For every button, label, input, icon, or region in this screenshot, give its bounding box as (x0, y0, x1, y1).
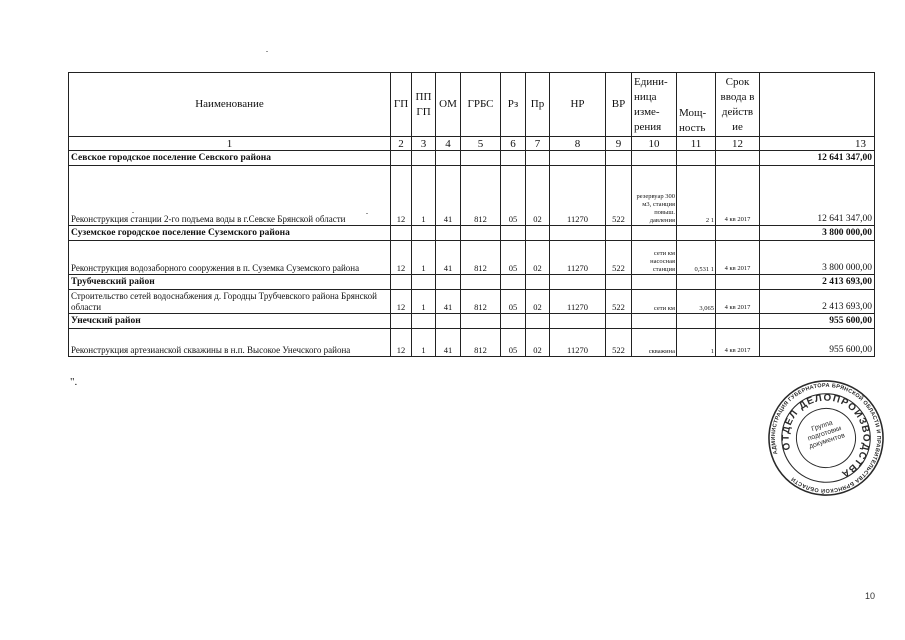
project-pr: 02 (526, 241, 550, 275)
project-capacity: 0,531 1 (677, 241, 716, 275)
section-name: Суземское городское поселение Суземского района (69, 226, 391, 241)
project-row (69, 290, 875, 314)
project-pr: 02 (526, 166, 550, 226)
col-header-ppgp: ПП ГП (412, 73, 436, 137)
section-row (69, 151, 875, 166)
scan-speck (266, 51, 268, 52)
section-name: Унечский район (69, 314, 391, 329)
project-term: 4 кв 2017 (716, 329, 760, 357)
project-unit: скважина (632, 329, 677, 357)
project-rz: 05 (501, 241, 526, 275)
col-number: 4 (436, 137, 461, 151)
project-capacity: 2 1 (677, 166, 716, 226)
stamp-outer-text: АДМИНИСТРАЦИЯ ГУБЕРНАТОРА БРЯНСКОЙ ОБЛАСТИ И ПРАВИТЕЛЬСТВА БРЯНСКОЙ ОБЛАСТИ (770, 382, 882, 494)
col-number: 2 (391, 137, 412, 151)
project-rz: 05 (501, 329, 526, 357)
project-unit: сети км (632, 290, 677, 314)
col-number: 10 (632, 137, 677, 151)
col-number: 3 (412, 137, 436, 151)
project-gp: 12 (391, 290, 412, 314)
stamp-middle-text: ОТДЕЛ ДЕЛОПРОИЗВОДСТВА (780, 392, 872, 480)
project-ppgp: 1 (412, 166, 436, 226)
project-grbs: 812 (461, 329, 501, 357)
col-number: 13 (760, 137, 875, 151)
project-term: 4 кв 2017 (716, 241, 760, 275)
project-name: Реконструкция станции 2-го подъема воды в г.Севске Брянской области (69, 166, 391, 226)
col-header-amount (760, 73, 875, 137)
project-term: 4 кв 2017 (716, 290, 760, 314)
project-ppgp: 1 (412, 329, 436, 357)
project-capacity: 3,065 (677, 290, 716, 314)
section-row (69, 275, 875, 290)
stamp-center-text: Группа подготовки документов (806, 419, 846, 451)
project-pr: 02 (526, 290, 550, 314)
project-vr: 522 (606, 166, 632, 226)
project-row (69, 166, 875, 226)
project-nr: 11270 (550, 166, 606, 226)
project-om: 41 (436, 241, 461, 275)
project-amount: 2 413 693,00 (760, 290, 875, 314)
section-amount: 12 641 347,00 (760, 151, 875, 166)
project-ppgp: 1 (412, 241, 436, 275)
col-header-grbs: ГРБС (461, 73, 501, 137)
project-vr: 522 (606, 290, 632, 314)
col-number: 5 (461, 137, 501, 151)
project-ppgp: 1 (412, 290, 436, 314)
col-header-unit: Едини-ница изме-рения (632, 73, 677, 137)
col-header-capacity: Мощ-ность (677, 73, 716, 137)
col-header-vr: ВР (606, 73, 632, 137)
header-row (69, 73, 875, 137)
col-number: 8 (550, 137, 606, 151)
project-om: 41 (436, 290, 461, 314)
project-unit: сети км насосная станция (632, 241, 677, 275)
project-vr: 522 (606, 241, 632, 275)
project-amount: 3 800 000,00 (760, 241, 875, 275)
section-name: Трубчевский район (69, 275, 391, 290)
project-row (69, 241, 875, 275)
col-number: 6 (501, 137, 526, 151)
closing-quote-mark: ". (70, 376, 78, 388)
section-name: Севское городское поселение Севского района (69, 151, 391, 166)
scan-speck (132, 212, 134, 213)
project-amount: 955 600,00 (760, 329, 875, 357)
project-rz: 05 (501, 166, 526, 226)
section-row (69, 226, 875, 241)
project-rz: 05 (501, 290, 526, 314)
project-om: 41 (436, 329, 461, 357)
project-gp: 12 (391, 329, 412, 357)
col-header-rz: Рз (501, 73, 526, 137)
project-gp: 12 (391, 166, 412, 226)
project-row (69, 329, 875, 357)
page-number: 10 (865, 591, 876, 601)
scan-speck (366, 213, 368, 214)
project-nr: 11270 (550, 329, 606, 357)
project-grbs: 812 (461, 166, 501, 226)
col-header-name: Наименование (69, 73, 391, 137)
section-amount: 955 600,00 (760, 314, 875, 329)
project-amount: 12 641 347,00 (760, 166, 875, 226)
section-amount: 2 413 693,00 (760, 275, 875, 290)
project-om: 41 (436, 166, 461, 226)
col-number: 9 (606, 137, 632, 151)
project-nr: 11270 (550, 241, 606, 275)
project-name: Строительство сетей водоснабжения д. Городцы Трубчевского района Брянской области (69, 290, 391, 314)
office-stamp (767, 379, 885, 497)
project-name: Реконструкция артезианской скважины в н.п. Высокое Унечского района (69, 329, 391, 357)
col-header-pr: Пр (526, 73, 550, 137)
col-header-term: Срок ввода в действ ие (716, 73, 760, 137)
project-grbs: 812 (461, 290, 501, 314)
col-number: 11 (677, 137, 716, 151)
col-header-gp: ГП (391, 73, 412, 137)
section-amount: 3 800 000,00 (760, 226, 875, 241)
project-name: Реконструкция водозаборного сооружения в п. Суземка Суземского района (69, 241, 391, 275)
project-unit: резервуар 300 м3, станция повыш. давления (632, 166, 677, 226)
col-header-om: ОМ (436, 73, 461, 137)
col-number: 7 (526, 137, 550, 151)
column-number-row (69, 137, 875, 151)
col-number: 1 (69, 137, 391, 151)
project-pr: 02 (526, 329, 550, 357)
project-gp: 12 (391, 241, 412, 275)
project-term: 4 кв 2017 (716, 166, 760, 226)
investment-table (68, 72, 875, 357)
col-number: 12 (716, 137, 760, 151)
project-capacity: 1 (677, 329, 716, 357)
col-header-nr: НР (550, 73, 606, 137)
project-nr: 11270 (550, 290, 606, 314)
section-row (69, 314, 875, 329)
project-grbs: 812 (461, 241, 501, 275)
project-vr: 522 (606, 329, 632, 357)
